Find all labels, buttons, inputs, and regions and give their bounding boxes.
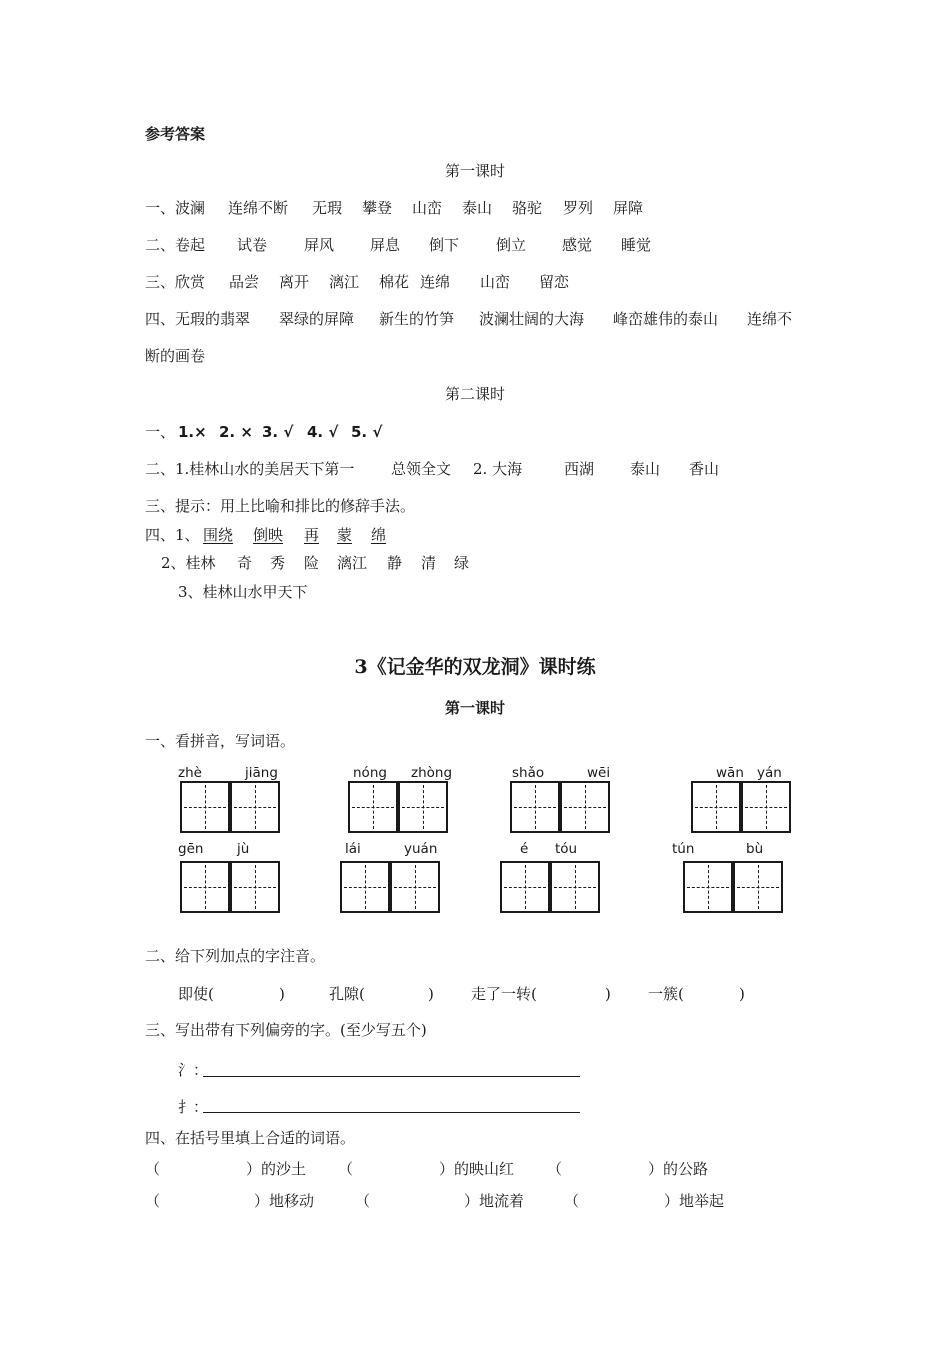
- answer-word: 棉花: [379, 273, 410, 291]
- answer-word: 清: [421, 554, 437, 572]
- answers-heading: 参考答案: [145, 125, 206, 143]
- writing-box[interactable]: [733, 861, 783, 913]
- pinyin-label: shǎo: [512, 765, 545, 781]
- annotate-paren[interactable]: ): [279, 985, 285, 1003]
- answer-word: 屏风: [304, 236, 335, 254]
- answer-word: 试卷: [237, 236, 268, 254]
- answer-word: 四、无瑕的翡翠: [145, 310, 251, 328]
- fill-paren[interactable]: （: [547, 1160, 563, 1178]
- answer-word: 2. 大海: [473, 460, 523, 478]
- annotate-item: 一簇(: [648, 985, 684, 1003]
- answer-underlined-word: 绵: [371, 526, 387, 544]
- answer-word: 罗列: [563, 199, 594, 217]
- pinyin-label: yuán: [404, 841, 438, 857]
- answer-word: 翠绿的屏障: [279, 310, 355, 328]
- answer-word: 西湖: [564, 460, 595, 478]
- exercise-lesson-title: 第一课时: [444, 699, 505, 717]
- annotate-paren[interactable]: ): [605, 985, 611, 1003]
- answer-word: 山峦: [480, 273, 511, 291]
- answer-word: 险: [304, 554, 320, 572]
- q3-instruction: 三、写出带有下列偏旁的字。(至少写五个): [145, 1021, 427, 1039]
- fill-paren[interactable]: （: [145, 1192, 161, 1210]
- answer-word: 波澜壮阔的大海: [479, 310, 585, 328]
- lesson2-title: 第二课时: [444, 385, 505, 403]
- answer-word: 新生的竹笋: [379, 310, 455, 328]
- writing-box[interactable]: [550, 861, 600, 913]
- answer-word: 奇: [237, 554, 253, 572]
- answer-word: 绿: [454, 554, 470, 572]
- answer-word: 漓江: [337, 554, 368, 572]
- answer-word: 3、桂林山水甲天下: [178, 583, 308, 601]
- pinyin-label: zhòng: [411, 765, 453, 781]
- answer-word: 睡觉: [621, 236, 652, 254]
- fill-paren[interactable]: （: [145, 1160, 161, 1178]
- pinyin-label: zhè: [178, 765, 202, 781]
- answer-word: 二、1.桂林山水的美居天下第一: [145, 460, 355, 478]
- fill-phrase: ）的映山红: [439, 1160, 515, 1178]
- fill-phrase: ）地流着: [464, 1192, 525, 1210]
- answer-word: 山峦: [412, 199, 443, 217]
- answer-word: 总领全文: [391, 460, 452, 478]
- answer-word: 2、桂林: [161, 554, 216, 572]
- q2-instruction: 二、给下列加点的字注音。: [145, 947, 326, 965]
- fill-paren[interactable]: （: [564, 1192, 580, 1210]
- pinyin-label: jù: [237, 841, 250, 857]
- pinyin-label: wān: [716, 765, 744, 781]
- answer-word: 无瑕: [312, 199, 343, 217]
- pinyin-label: gēn: [178, 841, 204, 857]
- writing-box[interactable]: [500, 861, 550, 913]
- writing-box[interactable]: [691, 781, 741, 833]
- radical-label: 氵：: [178, 1061, 209, 1079]
- answer-l2-q3: 三、提示：用上比喻和排比的修辞手法。: [145, 497, 416, 515]
- answer-word: 倒下: [429, 236, 460, 254]
- answer-word: 连绵不断: [228, 199, 289, 217]
- lesson1-title: 第一课时: [444, 162, 505, 180]
- answer-word: 静: [387, 554, 403, 572]
- answer-word: 一、: [145, 423, 176, 441]
- fill-paren[interactable]: （: [355, 1192, 371, 1210]
- pinyin-label: wēi: [587, 765, 611, 781]
- q1-instruction: 一、看拼音，写词语。: [145, 732, 296, 750]
- pinyin-label: bù: [746, 841, 764, 857]
- answer-underlined-word: 蒙: [337, 526, 353, 544]
- answer-word: 攀登: [362, 199, 393, 217]
- writing-box[interactable]: [510, 781, 560, 833]
- pinyin-label: lái: [345, 841, 361, 857]
- fill-phrase: ）地举起: [664, 1192, 725, 1210]
- writing-box[interactable]: [180, 861, 230, 913]
- writing-box[interactable]: [390, 861, 440, 913]
- answer-word: 秀: [270, 554, 286, 572]
- writing-box[interactable]: [348, 781, 398, 833]
- answer-word: 泰山: [630, 460, 661, 478]
- answer-mark: 5. √: [351, 423, 383, 441]
- answer-word: 泰山: [462, 199, 493, 217]
- fill-phrase: ）地移动: [254, 1192, 315, 1210]
- pinyin-label: nóng: [353, 765, 387, 781]
- pinyin-label: tún: [672, 841, 695, 857]
- writing-box[interactable]: [560, 781, 610, 833]
- answer-word: 留恋: [539, 273, 570, 291]
- answer-mark: 3. √: [262, 423, 294, 441]
- fill-phrase: ）的公路: [648, 1160, 709, 1178]
- exercise-title: 3《记金华的双龙洞》课时练: [354, 656, 596, 678]
- answer-word: 四、1、: [145, 526, 200, 544]
- answer-word: 峰峦雄伟的泰山: [613, 310, 719, 328]
- writing-box[interactable]: [741, 781, 791, 833]
- answer-line[interactable]: [203, 1112, 580, 1113]
- answer-word: 漓江: [329, 273, 360, 291]
- fill-paren[interactable]: （: [338, 1160, 354, 1178]
- pinyin-label: tóu: [555, 841, 578, 857]
- writing-box[interactable]: [398, 781, 448, 833]
- fill-phrase: ）的沙土: [246, 1160, 307, 1178]
- answer-word: 二、卷起: [145, 236, 206, 254]
- answer-word: 一、波澜: [145, 199, 206, 217]
- answer-underlined-word: 倒映: [253, 526, 284, 544]
- answer-word: 三、欣赏: [145, 273, 206, 291]
- annotate-item: 走了一转(: [471, 985, 537, 1003]
- pinyin-label: jiāng: [245, 765, 278, 781]
- writing-box[interactable]: [683, 861, 733, 913]
- writing-box[interactable]: [230, 781, 280, 833]
- annotate-item: 即使(: [178, 985, 214, 1003]
- pinyin-label: yán: [757, 765, 782, 781]
- radical-label: 扌：: [178, 1098, 209, 1116]
- answer-mark: 4. √: [307, 423, 339, 441]
- answer-word: 连绵不: [747, 310, 793, 328]
- annotate-item: 孔隙(: [329, 985, 365, 1003]
- answer-word: 感觉: [562, 236, 593, 254]
- answer-underlined-word: 围绕: [203, 526, 234, 544]
- writing-box[interactable]: [230, 861, 280, 913]
- annotate-paren[interactable]: ): [739, 985, 745, 1003]
- pinyin-label: é: [520, 841, 529, 857]
- writing-box[interactable]: [180, 781, 230, 833]
- answer-mark: 1.×: [178, 423, 207, 441]
- writing-box[interactable]: [340, 861, 390, 913]
- answer-word: 连绵: [420, 273, 451, 291]
- annotate-paren[interactable]: ): [428, 985, 434, 1003]
- answer-word: 骆驼: [512, 199, 543, 217]
- answer-word: 香山: [689, 460, 720, 478]
- answer-word: 屏息: [370, 236, 401, 254]
- answer-word: 离开: [279, 273, 310, 291]
- q4-instruction: 四、在括号里填上合适的词语。: [145, 1129, 356, 1147]
- answer-word: 屏障: [613, 199, 644, 217]
- answer-underlined-word: 再: [304, 526, 320, 544]
- answer-mark: 2. ×: [219, 423, 253, 441]
- answer-word: 断的画卷: [145, 347, 206, 365]
- answer-word: 品尝: [229, 273, 260, 291]
- answer-word: 倒立: [496, 236, 527, 254]
- answer-line[interactable]: [203, 1076, 580, 1077]
